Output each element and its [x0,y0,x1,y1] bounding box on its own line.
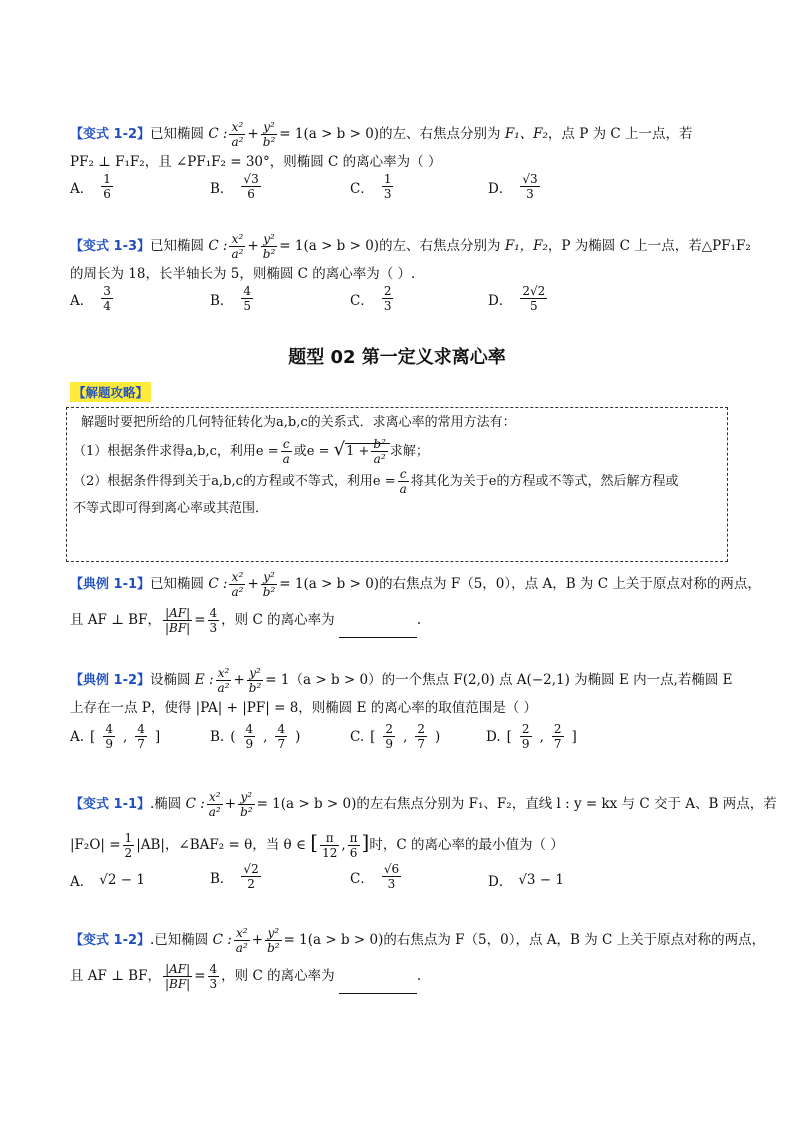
problem-line: PF₂ ⊥ F₁F₂，且 ∠PF₁F₂ = 30°，则椭圆 C 的离心率为（ ） [70,154,442,170]
option-b[interactable]: B． $\frac{√3}{6}$ [210,172,259,201]
option-a[interactable]: A． $\frac{3}{4}$ [70,284,111,313]
problem-variant-1-1: 【变式 1-1】.椭圆 C : $\frac{\text{x²}}{\text{a²}}$ + $\frac{\text{y²}}{\text{b²}}$ = 1(a > b > 0)的左右焦点分别为 F₁、F₂，直线 l : y = kx 与 C 交于 A、B 两点，若 |F₂O| = $\frac{1}{2}$ |AB|，∠BAF₂ = θ，当 θ ∈ [ $\frac{\pi}{12}$ , $\frac{\pi}{6}$ ]时，C 的离心率的最小值为（ ） A． √2 − 1 B． $\frac{√2}{2}$ C． $\frac{√6}{3}$ D． √3 − 1 [70,786,730,900]
option-a[interactable]: A. [ $\frac{4}{9}$ , $\frac{4}{7}$ ] [70,722,161,751]
option-b[interactable]: B． $\frac{√2}{2}$ [210,862,259,891]
problem-example-1-2: 【典例 1-2】设椭圆 E : $\frac{\text{x²}}{\text{a²}}$ + $\frac{\text{y²}}{\text{b²}}$ = 1（a > b > 0）的一个焦点 F(2,0) 点 A(−2,1) 为椭圆 E 内一点,若椭圆 E 上存在一点 P，使得 |PA| + |PF| = 8，则椭圆 E 的离心率的取值范围是（ ） A. [ $\frac{4}{9}$ , $\frac{4}{7}$ ] B. ( $\frac{4}{9}$ , $\frac{4}{7}$ ) C. [ $\frac{2}{9}$ , $\frac{2}{7}$ ) D. [ $\frac{2}{9}$ , $\frac{2}{7}$ ] [70,662,730,762]
fraction: $\frac{\text{y²}}{\text{b²}}$ [262,120,276,149]
problem-variant-1-3: 【变式 1-3】已知椭圆 C : $\frac{\text{x²}}{\text{a²}}$ + $\frac{\text{y²}}{\text{b²}}$ = 1(a > b > 0)的左、右焦点分别为 F₁，F₂，P 为椭圆 C 上一点，若△PF₁F₂ 的周长为 18，长半轴长为 5，则椭圆 C 的离心率为（ ）. A． $\frac{3}{4}$ B． $\frac{4}{5}$ C． $\frac{2}{3}$ D． $\frac{2√2}{5}$ [70,228,730,318]
fraction: $\frac{\text{x²}}{\text{a²}}$ [231,120,244,149]
options-row [70,722,730,762]
answer-blank[interactable] [339,623,417,638]
section-title: 题型 02 第一定义求离心率 [288,347,506,368]
option-c[interactable]: C． $\frac{1}{3}$ [350,172,392,201]
option-c[interactable]: C． $\frac{√6}{3}$ [350,862,400,891]
problem-variant-1-2-b: 【变式 1-2】.已知椭圆 C : $\frac{\text{x²}}{\text{a²}}$ + $\frac{\text{y²}}{\text{b²}}$ = 1(a > b > 0)的右焦点为 F（5，0），点 A，B 为 C 上关于原点对称的两点， 且 AF ⊥ BF， $\frac{|AF|}{|BF|}$ = $\frac{4}{3}$ ，则 C 的离心率为 . [70,922,730,994]
option-d[interactable]: D. [ $\frac{2}{9}$ , $\frac{2}{7}$ ] [486,722,577,751]
option-c[interactable]: C. [ $\frac{2}{9}$ , $\frac{2}{7}$ ) [350,722,441,751]
option-d[interactable]: D． $\frac{√3}{3}$ [488,172,538,201]
options-row [70,862,730,900]
options-row [70,172,730,206]
answer-blank[interactable] [339,979,417,994]
strategy-label: 【解题攻略】 [70,382,151,402]
problem-line: 【变式 1-2】已知椭圆 C : $\frac{\text{x²}}{\text{a²}}$ + $\frac{\text{y²}}{\text{b²}}$ = 1(a > b > 0)的左、右焦点分别为 F₁、F₂，点 P 为 C 上一点，若 [70,120,693,149]
option-c[interactable]: C． $\frac{2}{3}$ [350,284,392,313]
strategy-box: 解题时要把所给的几何特征转化为a,b,c的关系式．求离心率的常用方法有： （1）根据条件求得a,b,c，利用e = $\frac{c}{a}$ 或e = √1 + $\frac{\text{b²}}{\text{a²}}$ 求解； （2）根据条件得到关于a,b,c的方程或不等式，利用e = $\frac{c}{a}$ 将其化为关于e的方程或不等式，然后解方程或 不等式即可得到离心率或其范围． [66,407,728,562]
option-b[interactable]: B． $\frac{4}{5}$ [210,284,252,313]
problem-variant-1-2-a [70,116,730,206]
option-b[interactable]: B. ( $\frac{4}{9}$ , $\frac{4}{7}$ ) [210,722,301,751]
problem-example-1-1: 【典例 1-1】已知椭圆 C : $\frac{\text{x²}}{\text{a²}}$ + $\frac{\text{y²}}{\text{b²}}$ = 1(a > b > 0)的右焦点为 F（5，0），点 A，B 为 C 上关于原点对称的两点， 且 AF ⊥ BF， $\frac{|AF|}{|BF|}$ = $\frac{4}{3}$ ，则 C 的离心率为 . [70,566,730,638]
options-row [70,284,730,318]
option-a[interactable]: A． √2 − 1 [70,872,145,890]
option-a[interactable]: A． $\frac{1}{6}$ [70,172,111,201]
option-d[interactable]: D． $\frac{2√2}{5}$ [488,284,546,313]
option-d[interactable]: D． √3 − 1 [488,872,565,890]
problem-tag: 【变式 1-2】 [70,127,151,142]
